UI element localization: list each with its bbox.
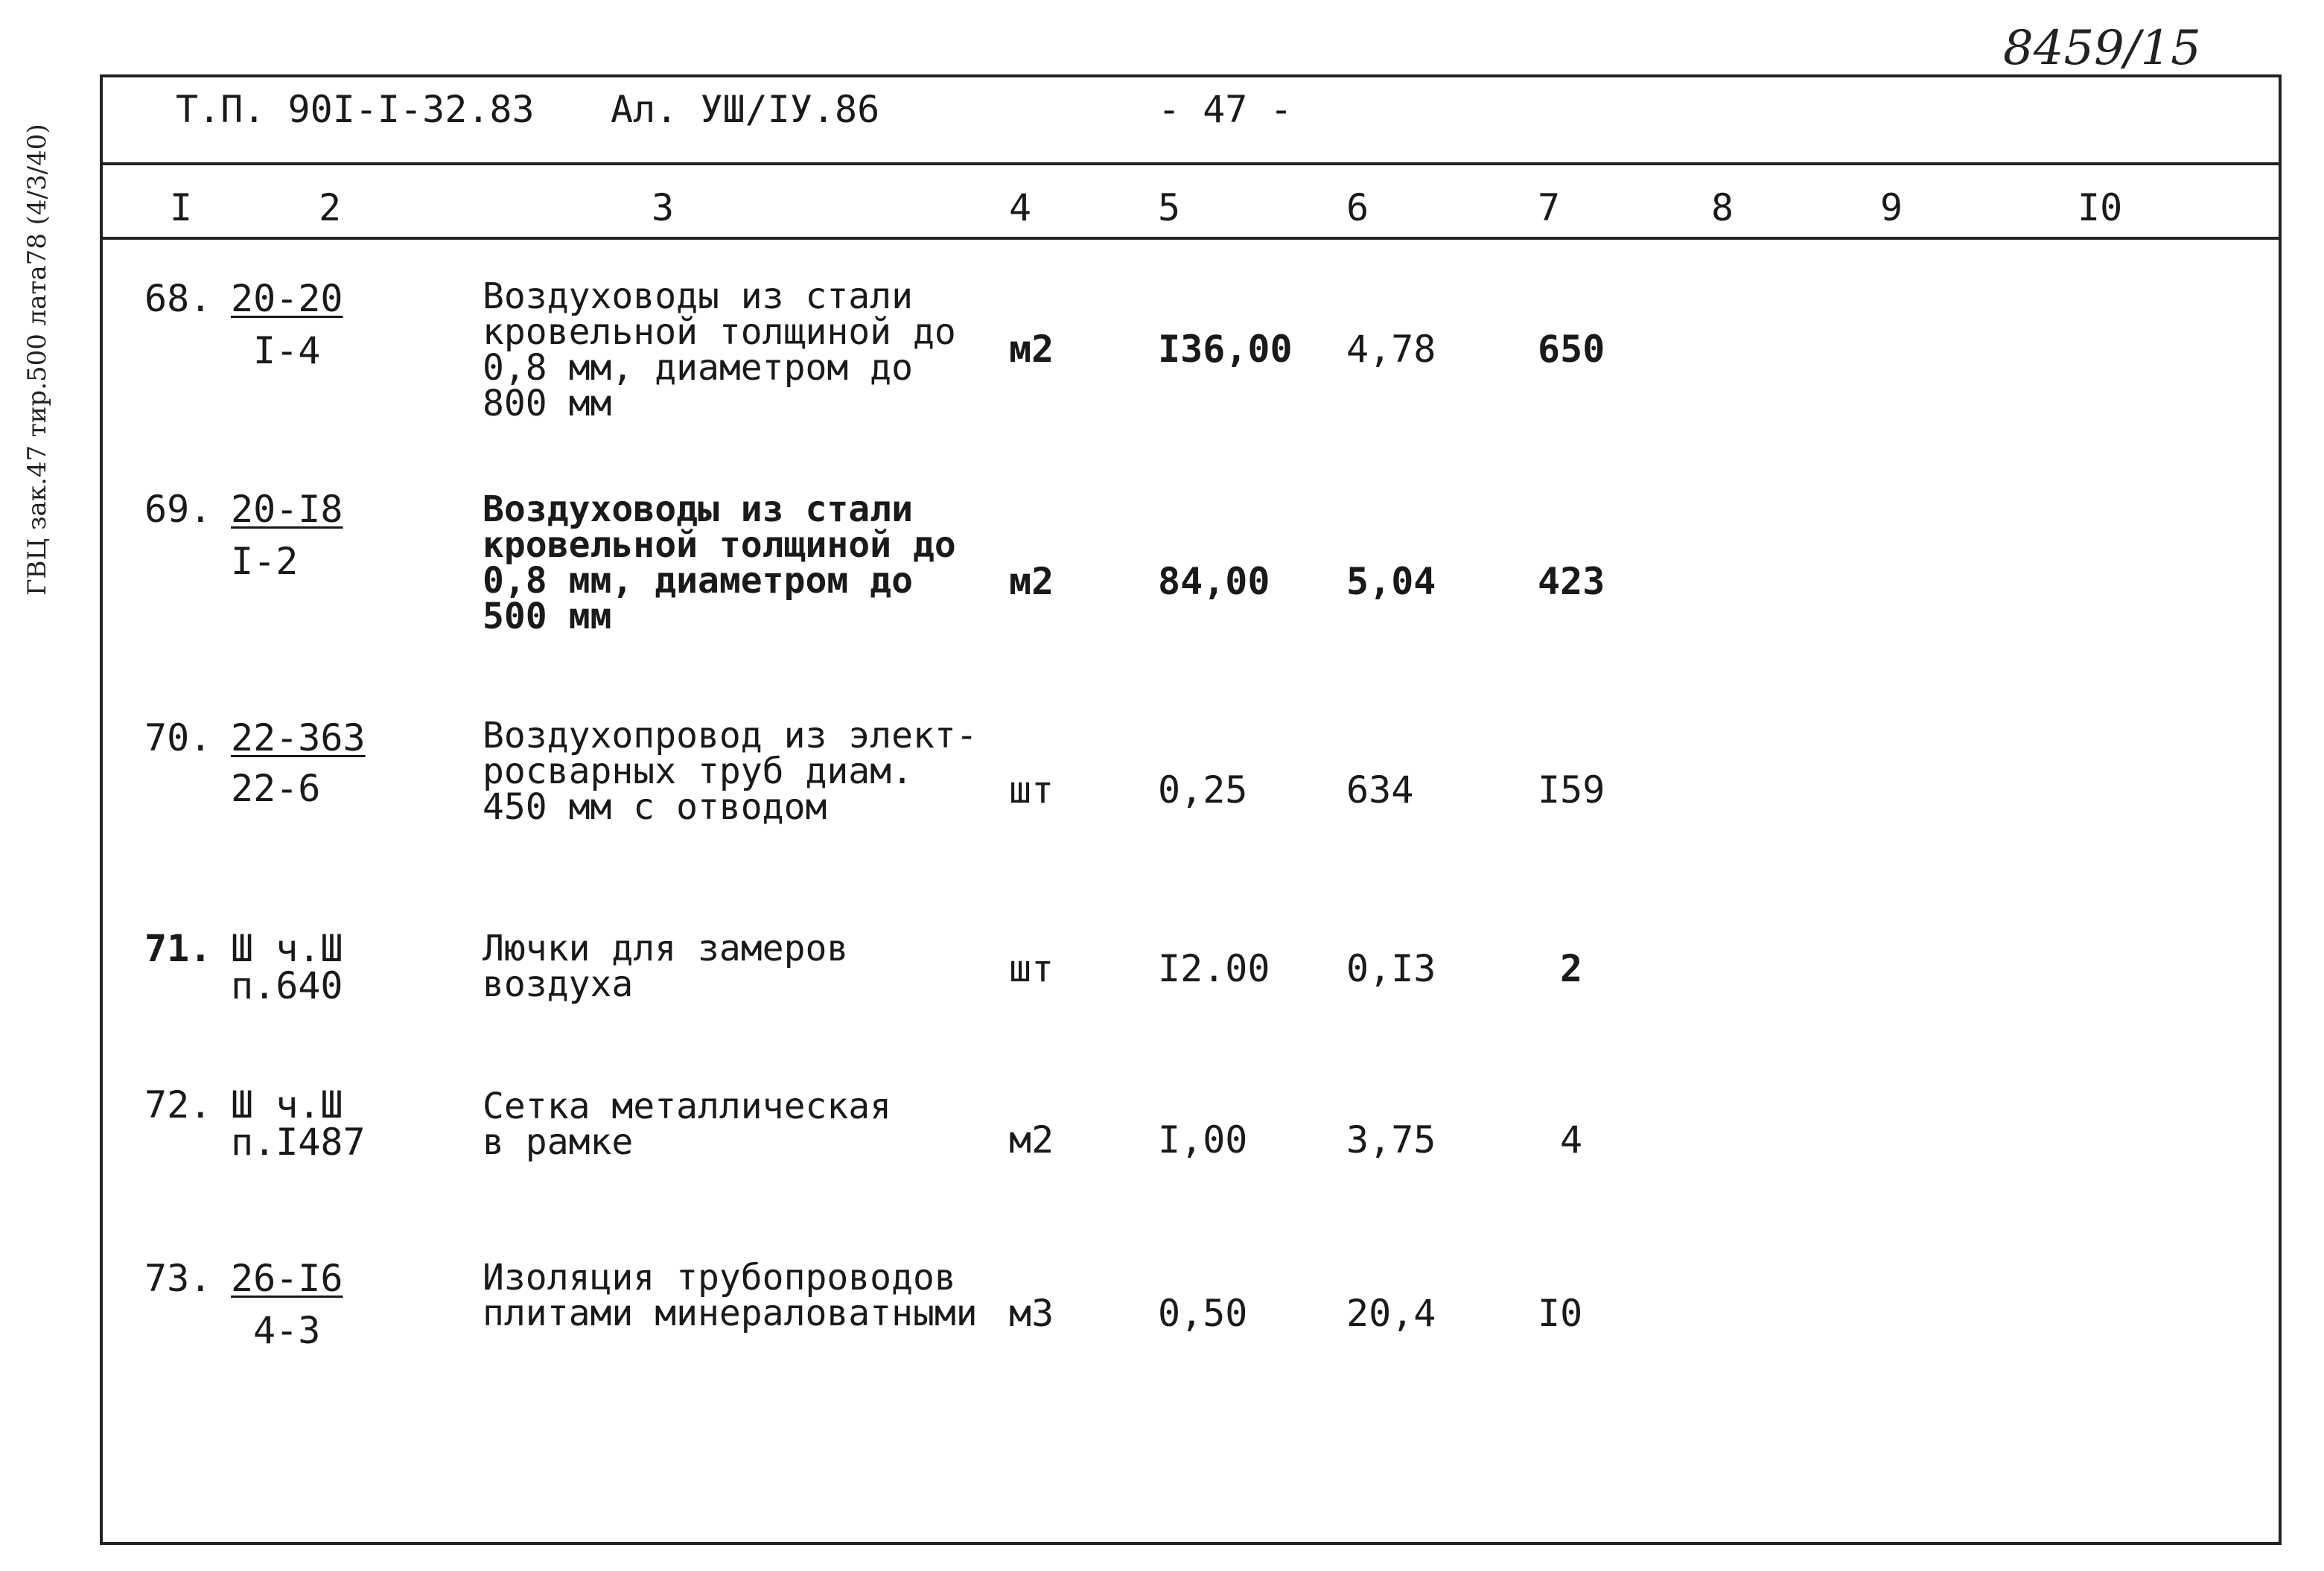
row-total: I0 [1538, 1292, 1583, 1335]
column-header-1: I [170, 186, 193, 229]
row-total: 2 [1560, 947, 1583, 990]
row-unit: шт [1009, 947, 1054, 990]
column-header-9: 9 [1880, 186, 1903, 229]
row-norm-subcode: I-4 [253, 329, 321, 372]
row-norm-subcode: п.640 [231, 964, 343, 1007]
row-total: 650 [1538, 328, 1605, 371]
row-quantity: 0,50 [1158, 1292, 1248, 1335]
column-header-2: 2 [319, 186, 342, 229]
row-unit-price: 20,4 [1346, 1292, 1436, 1335]
row-norm-code: 22-363 [231, 716, 366, 759]
row-number: 71. [144, 927, 212, 970]
row-description: Сетка металлическая в рамке [483, 1086, 892, 1163]
column-header-divider [100, 237, 2282, 240]
row-unit: м2 [1009, 1118, 1054, 1161]
row-norm-code: 20-20 [231, 277, 343, 320]
handwritten-stamp-number: 8459/15 [2003, 21, 2201, 76]
row-unit: м2 [1009, 560, 1054, 603]
row-description: Лючки для замеров воздуха [483, 928, 849, 1005]
row-norm-code: 20-I8 [231, 488, 343, 531]
row-number: 70. [144, 716, 212, 759]
row-unit-price: 3,75 [1346, 1118, 1436, 1161]
row-norm-subcode: п.I487 [231, 1121, 366, 1164]
header-divider [100, 162, 2282, 165]
row-total: I59 [1538, 768, 1605, 812]
row-quantity: I2.00 [1158, 947, 1270, 990]
row-norm-subcode: I-2 [231, 540, 299, 583]
row-number: 68. [144, 277, 212, 320]
page-number: - 47 - [1158, 88, 1293, 131]
column-header-6: 6 [1346, 186, 1369, 229]
column-header-10: I0 [2078, 186, 2123, 229]
column-header-5: 5 [1158, 186, 1181, 229]
row-unit-price: 4,78 [1346, 328, 1436, 371]
album-code: Ал. УШ/IУ.86 [611, 88, 880, 131]
project-code: Т.П. 90I-I-32.83 [176, 88, 535, 131]
column-header-3: 3 [652, 186, 675, 229]
row-number: 72. [144, 1083, 212, 1127]
row-description: Воздуховоды из стали кровельной толщиной до 0,8 мм, диаметром до 500 мм [483, 488, 956, 637]
row-description: Изоляция трубопроводов плитами минераловатными [483, 1257, 978, 1334]
row-norm-code: Ш ч.Ш [231, 1083, 343, 1127]
row-quantity: 0,25 [1158, 768, 1248, 812]
row-description: Воздухопровод из элект- росварных труб диам. 450 мм с отводом [483, 715, 978, 828]
row-number: 73. [144, 1257, 212, 1300]
row-unit-price: 5,04 [1346, 560, 1436, 603]
column-header-7: 7 [1538, 186, 1561, 229]
column-header-4: 4 [1009, 186, 1032, 229]
margin-print-note: ГВЦ зак.47 тир.500 лата78 (4/3/40) [22, 124, 52, 596]
row-norm-subcode: 4-3 [253, 1309, 321, 1352]
row-quantity: 84,00 [1158, 560, 1270, 603]
row-quantity: I36,00 [1158, 328, 1293, 371]
row-description: Воздуховоды из стали кровельной толщиной до 0,8 мм, диаметром до 800 мм [483, 275, 956, 424]
row-unit-price: 634 [1346, 768, 1414, 812]
row-quantity: I,00 [1158, 1118, 1248, 1161]
row-number: 69. [144, 488, 212, 531]
row-norm-subcode: 22-6 [231, 767, 321, 810]
row-unit: шт [1009, 768, 1054, 812]
row-total: 4 [1560, 1118, 1583, 1161]
column-header-8: 8 [1711, 186, 1734, 229]
row-unit: м2 [1009, 328, 1054, 371]
row-unit-price: 0,I3 [1346, 947, 1436, 990]
row-norm-code: 26-I6 [231, 1257, 343, 1300]
row-norm-code: Ш ч.Ш [231, 927, 343, 970]
row-total: 423 [1538, 560, 1605, 603]
row-unit: м3 [1009, 1292, 1054, 1335]
